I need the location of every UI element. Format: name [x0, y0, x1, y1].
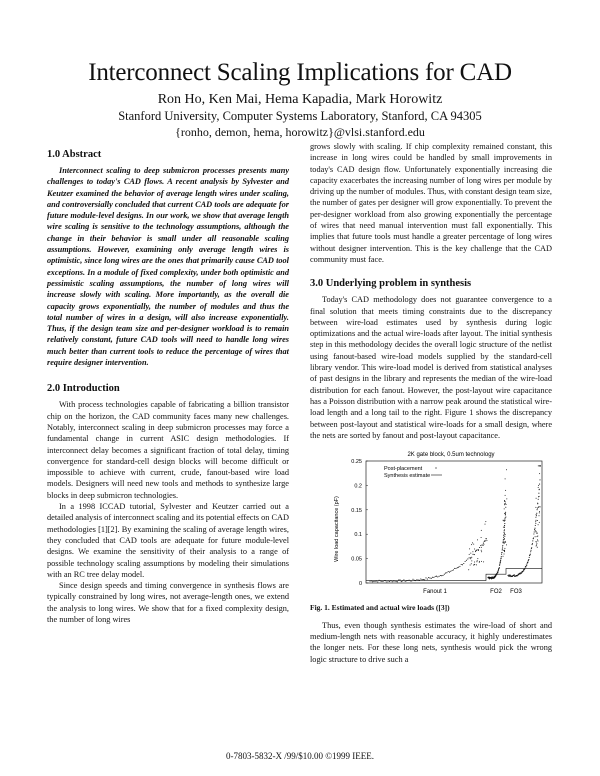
post-placement-point — [468, 569, 469, 570]
post-placement-point — [470, 565, 471, 566]
synthesis-estimate-line — [366, 569, 542, 581]
legend-marker-dot — [435, 468, 436, 469]
post-placement-point — [504, 500, 505, 501]
post-placement-point — [523, 570, 524, 571]
post-placement-point — [483, 544, 484, 545]
post-placement-point — [504, 525, 505, 526]
post-placement-point — [535, 536, 536, 537]
post-placement-point — [424, 579, 425, 580]
post-placement-point — [537, 503, 538, 504]
post-placement-point — [539, 522, 540, 523]
post-placement-point — [505, 534, 506, 535]
post-placement-point — [504, 536, 505, 537]
post-placement-point — [505, 479, 506, 480]
post-placement-point — [537, 536, 538, 537]
post-placement-point — [472, 554, 473, 555]
post-placement-point — [514, 574, 515, 575]
post-placement-point — [535, 525, 536, 526]
post-placement-point — [442, 575, 443, 576]
post-placement-point — [504, 504, 505, 505]
post-placement-point — [481, 561, 482, 562]
post-placement-point — [463, 563, 464, 564]
post-placement-point — [477, 558, 478, 559]
post-placement-point — [505, 507, 506, 508]
post-placement-point — [539, 479, 540, 480]
post-placement-point — [474, 554, 475, 555]
abstract-body — [47, 165, 289, 368]
introduction-heading: 2.0 Introduction — [47, 383, 120, 395]
post-placement-point — [467, 559, 468, 560]
post-placement-point — [476, 550, 477, 551]
y-tick-labels — [351, 459, 368, 587]
post-placement-point — [382, 581, 383, 582]
post-placement-points — [369, 466, 541, 583]
post-placement-point — [503, 556, 504, 557]
post-placement-point — [455, 568, 456, 569]
post-placement-point — [504, 523, 505, 524]
post-placement-point — [503, 539, 504, 540]
post-placement-point — [480, 545, 481, 546]
post-placement-point — [386, 581, 387, 582]
post-placement-point — [471, 563, 472, 564]
post-placement-point — [485, 524, 486, 525]
post-placement-point — [397, 581, 398, 582]
post-placement-point — [533, 534, 534, 535]
post-placement-point — [535, 517, 536, 518]
y-axis-label: Wire load capacitance (pF) — [334, 496, 340, 562]
figure-1-chart — [310, 447, 552, 597]
post-placement-point — [533, 538, 534, 539]
post-placement-point — [466, 560, 467, 561]
post-placement-point — [506, 499, 507, 500]
post-placement-point — [499, 563, 500, 564]
post-placement-point — [526, 565, 527, 566]
post-placement-point — [538, 487, 539, 488]
post-placement-point — [536, 514, 537, 515]
affiliation: Stanford University, Computer Systems Laboratory, Stanford, CA 94305 — [118, 109, 482, 123]
post-placement-point — [538, 524, 539, 525]
post-placement-point — [473, 544, 474, 545]
post-placement-point — [486, 538, 487, 539]
post-placement-point — [504, 542, 505, 543]
post-placement-point — [537, 536, 538, 537]
post-placement-point — [399, 579, 400, 580]
post-placement-point — [377, 581, 378, 582]
post-placement-point — [440, 575, 441, 576]
post-placement-point — [499, 565, 500, 566]
post-placement-point — [504, 519, 505, 520]
post-placement-point — [505, 542, 506, 543]
post-placement-point — [474, 564, 475, 565]
post-placement-point — [481, 547, 482, 548]
post-placement-point — [452, 570, 453, 571]
post-placement-point — [536, 546, 537, 547]
post-placement-point — [373, 581, 374, 582]
post-placement-point — [536, 533, 537, 534]
post-placement-point — [469, 549, 470, 550]
post-placement-point — [458, 567, 459, 568]
post-placement-point — [504, 530, 505, 531]
post-placement-point — [405, 581, 406, 582]
post-placement-point — [500, 562, 501, 563]
post-placement-point — [432, 577, 433, 578]
post-placement-point — [538, 506, 539, 507]
post-placement-point — [471, 544, 472, 545]
post-placement-point — [428, 577, 429, 578]
post-placement-point — [474, 549, 475, 550]
post-placement-point — [372, 581, 373, 582]
post-placement-point — [472, 543, 473, 544]
post-placement-point — [476, 550, 477, 551]
intro-paragraph-3: Since design speeds and timing convergence in synthesis flows are typically constrained by long wires, not average-length ones, we extend the analysis to long wires. We show that for a fixed complexity design, the number of long wires — [47, 581, 289, 624]
post-placement-point — [479, 547, 480, 548]
post-placement-point — [534, 528, 535, 529]
post-placement-point — [537, 540, 538, 541]
post-placement-point — [423, 579, 424, 580]
post-placement-point — [539, 513, 540, 514]
post-placement-point — [435, 576, 436, 577]
post-placement-point — [536, 515, 537, 516]
y-tick-label: 0.2 — [354, 483, 362, 490]
post-placement-point — [439, 576, 440, 577]
post-placement-point — [427, 579, 428, 580]
synthesis-estimate-path — [366, 569, 542, 581]
post-placement-point — [501, 554, 502, 555]
post-placement-point — [530, 550, 531, 551]
post-placement-point — [486, 540, 487, 541]
post-placement-point — [539, 484, 540, 485]
x-label-fo3: FO3 — [510, 589, 522, 596]
post-placement-point — [481, 537, 482, 538]
post-placement-point — [441, 575, 442, 576]
post-placement-point — [536, 498, 537, 499]
post-placement-point — [503, 532, 504, 533]
post-placement-point — [469, 557, 470, 558]
post-placement-point — [502, 547, 503, 548]
copyright-footer: 0-7803-5832-X /99/$10.00 ©1999 IEEE. — [225, 751, 375, 761]
post-placement-point — [538, 493, 539, 494]
post-placement-point — [535, 507, 536, 508]
post-placement-point — [501, 556, 502, 557]
post-placement-point — [536, 541, 537, 542]
post-placement-point — [485, 521, 486, 522]
legend-entry: Post-placement — [384, 466, 423, 473]
post-placement-point — [532, 543, 533, 544]
post-placement-point — [530, 551, 531, 552]
post-placement-point — [537, 547, 538, 548]
post-placement-point — [503, 520, 504, 521]
post-placement-point — [475, 551, 476, 552]
post-placement-point — [538, 485, 539, 486]
post-placement-point — [503, 527, 504, 528]
synthesis-paragraph: Today's CAD methodology does not guarantee convergence to a final solution that meets timing constraints due to the discrepancy between wire-load estimates used by synthesis during logic optimizations and the actual wire-loads after layout. The initial synthesis step in this methodology decides the overall logic structure of the netlist using fanout-based wire-load models supplied by the standard-cell library vendor. This wire-load model is derived from statistical analyses of past designs in the library and represents the median of the wire-load distribution for each fanout. However, the post-layout wire capacitance has a Poisson distribution with a narrow peak around the statistical wire-load length and a long tail to the right. Figure 1 shows the discrepancy between post-layout and statistical wire-loads for a small design, where the nets are sorted by fanout and post-layout capacitance. — [310, 295, 552, 440]
post-placement-point — [504, 520, 505, 521]
post-placement-point — [503, 537, 504, 538]
post-placement-point — [476, 561, 477, 562]
post-placement-point — [503, 541, 504, 542]
post-placement-point — [506, 545, 507, 546]
post-placement-point — [401, 581, 402, 582]
post-placement-point — [505, 504, 506, 505]
post-placement-point — [536, 543, 537, 544]
post-placement-point — [530, 554, 531, 555]
post-placement-point — [505, 517, 506, 518]
chart-title: 2K gate block, 0.5um technology — [407, 452, 495, 459]
post-placement-point — [429, 578, 430, 579]
post-placement-point — [477, 560, 478, 561]
post-placement-point — [459, 566, 460, 567]
post-placement-point — [503, 535, 504, 536]
post-placement-point — [532, 544, 533, 545]
post-placement-point — [540, 507, 541, 508]
chart-legend — [384, 466, 442, 479]
post-placement-point — [538, 499, 539, 500]
synthesis-heading: 3.0 Underlying problem in synthesis — [310, 278, 472, 290]
paper-title: Interconnect Scaling Implications for CAD — [88, 59, 512, 86]
abstract-text: Interconnect scaling to deep submicron processes presents many challenges to today's CAD flows. A recent analysis by Sylvester and Keutzer examined the behavior of average length wires under scaling, and controversially concluded that current CAD tools are adequate for future module-level designs. In our work, we show that average length wire scaling is sensitive to the technology assumptions, although the change in their behavior is small under all reasonable scaling assumptions. However, examining only average length wires is optimistic, since long wires are the ones that primarily cause CAD tool exceptions. In a module of fixed complexity, under both optimistic and pessimistic scaling assumptions, the number of long wires will increase slowly with scaling. More importantly, as the overall die capacity grows exponentially, the number of modules and thus the total number of wires in a design, will also increase exponentially. Thus, if the design team size and per-designer workload is to remain relatively constant, future CAD tools will need to handle long wires much better than current tools to reduce the percentage of wires that require designer intervention. — [47, 166, 289, 368]
author-emails: {ronho, demon, hema, horowitz}@vlsi.stanford.edu — [175, 125, 425, 139]
x-label-fanout1: Fanout 1 — [423, 589, 447, 596]
post-placement-point — [436, 576, 437, 577]
intro-paragraph-2: In a 1998 ICCAD tutorial, Sylvester and Keutzer carried out a detailed analysis of interconnect scaling and its potential effects on CAD methodologies [1][2]. By examining the scaling of average length wires, they concluded that CAD tools are adequate for future module-level designs. We examine the sensitivity of their analysis to a range of possible technology scaling assumptions by modeling their simulations with an RC tree delay model. — [47, 502, 289, 579]
post-placement-point — [420, 579, 421, 580]
post-placement-point — [535, 530, 536, 531]
post-placement-point — [537, 520, 538, 521]
post-placement-point — [534, 532, 535, 533]
post-placement-point — [521, 572, 522, 573]
post-placement-point — [485, 541, 486, 542]
plot-area — [366, 461, 542, 583]
post-placement-point — [504, 543, 505, 544]
post-placement-point — [504, 513, 505, 514]
post-placement-point — [448, 571, 449, 572]
post-placement-point — [532, 540, 533, 541]
post-placement-point — [433, 577, 434, 578]
post-placement-point — [412, 579, 413, 580]
post-placement-point — [446, 572, 447, 573]
post-placement-point — [531, 547, 532, 548]
post-placement-point — [538, 466, 539, 467]
post-placement-point — [505, 515, 506, 516]
post-placement-point — [461, 564, 462, 565]
post-placement-point — [539, 496, 540, 497]
y-tick-label: 0 — [358, 581, 362, 588]
legend-entry: Synthesis estimate — [384, 473, 431, 480]
post-placement-point — [416, 579, 417, 580]
post-placement-point — [527, 562, 528, 563]
plot-border — [366, 461, 542, 583]
post-placement-point — [469, 554, 470, 555]
right-column — [310, 141, 552, 665]
post-placement-point — [539, 473, 540, 474]
post-placement-point — [502, 548, 503, 549]
post-placement-point — [462, 564, 463, 565]
post-placement-point — [483, 545, 484, 546]
y-tick-label: 0.05 — [351, 556, 362, 563]
x-label-fo2: FO2 — [490, 589, 502, 596]
post-placement-point — [473, 565, 474, 566]
post-placement-point — [482, 544, 483, 545]
post-placement-point — [504, 554, 505, 555]
post-placement-point — [450, 571, 451, 572]
post-placement-point — [506, 469, 507, 470]
post-placement-point — [425, 577, 426, 578]
post-placement-point — [535, 520, 536, 521]
post-placement-point — [540, 466, 541, 467]
post-placement-point — [396, 581, 397, 582]
post-placement-point — [505, 512, 506, 513]
post-placement-point — [445, 573, 446, 574]
post-placement-point — [538, 541, 539, 542]
left-column — [47, 148, 289, 625]
post-placement-point — [505, 514, 506, 515]
post-placement-point — [502, 550, 503, 551]
abstract-heading: 1.0 Abstract — [47, 149, 102, 160]
post-placement-point — [501, 552, 502, 553]
post-placement-point — [504, 548, 505, 549]
post-placement-point — [499, 567, 500, 568]
post-figure-paragraph: Thus, even though synthesis estimates the wire-load of short and medium-length nets with reasonable accuracy, it highly underestimates the longer nets. For these long nets, synthesis would pick the wrong logic structure to drive such a — [310, 620, 552, 664]
post-placement-point — [431, 578, 432, 579]
continuation-paragraph: grows slowly with scaling. If chip complexity remained constant, this increase in long wires could be handled by small improvements in today's CAD design flow. Unfortunately exponentially increasing die capacity exacerbates the increasing number of long wires per module by driving up the number of modules. Thus, with constant design team size, the number of gates per designer will grow exponentially. To prevent the per-designer workload from also growing exponentially the percentage of wires that need manual intervention must fall exponentially. This implies that future tools must handle a greater percentage of long wires without designer intervention. This is the key challenge that the CAD community must face. — [310, 142, 552, 264]
post-placement-point — [504, 527, 505, 528]
post-placement-point — [504, 538, 505, 539]
post-placement-point — [537, 509, 538, 510]
author-list: Ron Ho, Ken Mai, Hema Kapadia, Mark Horowitz — [157, 92, 443, 107]
post-placement-point — [535, 531, 536, 532]
post-placement-point — [465, 561, 466, 562]
post-placement-point — [535, 523, 536, 524]
post-placement-point — [474, 562, 475, 563]
post-placement-point — [471, 557, 472, 558]
post-placement-point — [539, 489, 540, 490]
post-placement-point — [389, 581, 390, 582]
post-placement-point — [504, 509, 505, 510]
figure-caption: Fig. 1. Estimated and actual wire loads ([3]) — [310, 603, 450, 613]
post-placement-point — [470, 558, 471, 559]
post-placement-point — [504, 533, 505, 534]
post-placement-point — [528, 559, 529, 560]
post-placement-point — [453, 569, 454, 570]
post-placement-point — [483, 543, 484, 544]
post-placement-point — [509, 576, 510, 577]
post-placement-point — [504, 534, 505, 535]
post-placement-point — [449, 572, 450, 573]
post-placement-point — [392, 581, 393, 582]
post-placement-point — [510, 575, 511, 576]
post-placement-point — [481, 530, 482, 531]
post-placement-point — [539, 515, 540, 516]
post-placement-point — [537, 508, 538, 509]
post-placement-point — [479, 561, 480, 562]
post-placement-point — [403, 579, 404, 580]
post-placement-point — [478, 549, 479, 550]
post-placement-point — [503, 542, 504, 543]
post-placement-point — [454, 568, 455, 569]
post-placement-point — [481, 551, 482, 552]
post-placement-point — [422, 579, 423, 580]
post-placement-point — [470, 553, 471, 554]
post-placement-point — [504, 503, 505, 504]
post-placement-point — [472, 551, 473, 552]
intro-paragraph-1: With process technologies capable of fabricating a billion transistor chip on the horizon, the CAD community faces many new challenges. Notably, interconnect scaling in deep submicron processes may force a fundamental change in current ASIC design methodologies. If interconnect delay becomes a significant fraction of total delay, timing convergence for standard-cell design blocks will become difficult or impossible to achieve with current, crude, fanout-based wire load models. Designers will need new tools and methods to synthesize large blocks in deep submicron technologies. — [47, 400, 289, 500]
y-tick-label: 0.1 — [354, 532, 362, 539]
post-placement-point — [527, 563, 528, 564]
post-placement-point — [481, 550, 482, 551]
post-placement-point — [470, 557, 471, 558]
post-placement-point — [538, 507, 539, 508]
post-placement-point — [525, 566, 526, 567]
post-placement-point — [529, 557, 530, 558]
post-placement-point — [504, 550, 505, 551]
post-placement-point — [536, 545, 537, 546]
post-placement-point — [500, 560, 501, 561]
y-tick-label: 0.15 — [351, 507, 362, 514]
post-placement-point — [504, 529, 505, 530]
post-placement-point — [495, 576, 496, 577]
post-placement-point — [501, 558, 502, 559]
post-placement-point — [504, 521, 505, 522]
post-placement-point — [437, 576, 438, 577]
post-placement-point — [504, 520, 505, 521]
post-placement-point — [539, 511, 540, 512]
post-placement-point — [505, 517, 506, 518]
post-placement-point — [471, 561, 472, 562]
post-placement-point — [535, 521, 536, 522]
y-tick-label: 0.25 — [351, 459, 362, 466]
post-placement-point — [476, 565, 477, 566]
post-placement-point — [444, 574, 445, 575]
post-placement-point — [505, 495, 506, 496]
post-placement-point — [477, 540, 478, 541]
post-placement-point — [502, 545, 503, 546]
post-placement-point — [536, 513, 537, 514]
post-placement-point — [457, 567, 458, 568]
post-placement-point — [534, 529, 535, 530]
post-placement-point — [483, 562, 484, 563]
post-placement-point — [497, 572, 498, 573]
post-placement-point — [478, 550, 479, 551]
post-placement-point — [505, 490, 506, 491]
